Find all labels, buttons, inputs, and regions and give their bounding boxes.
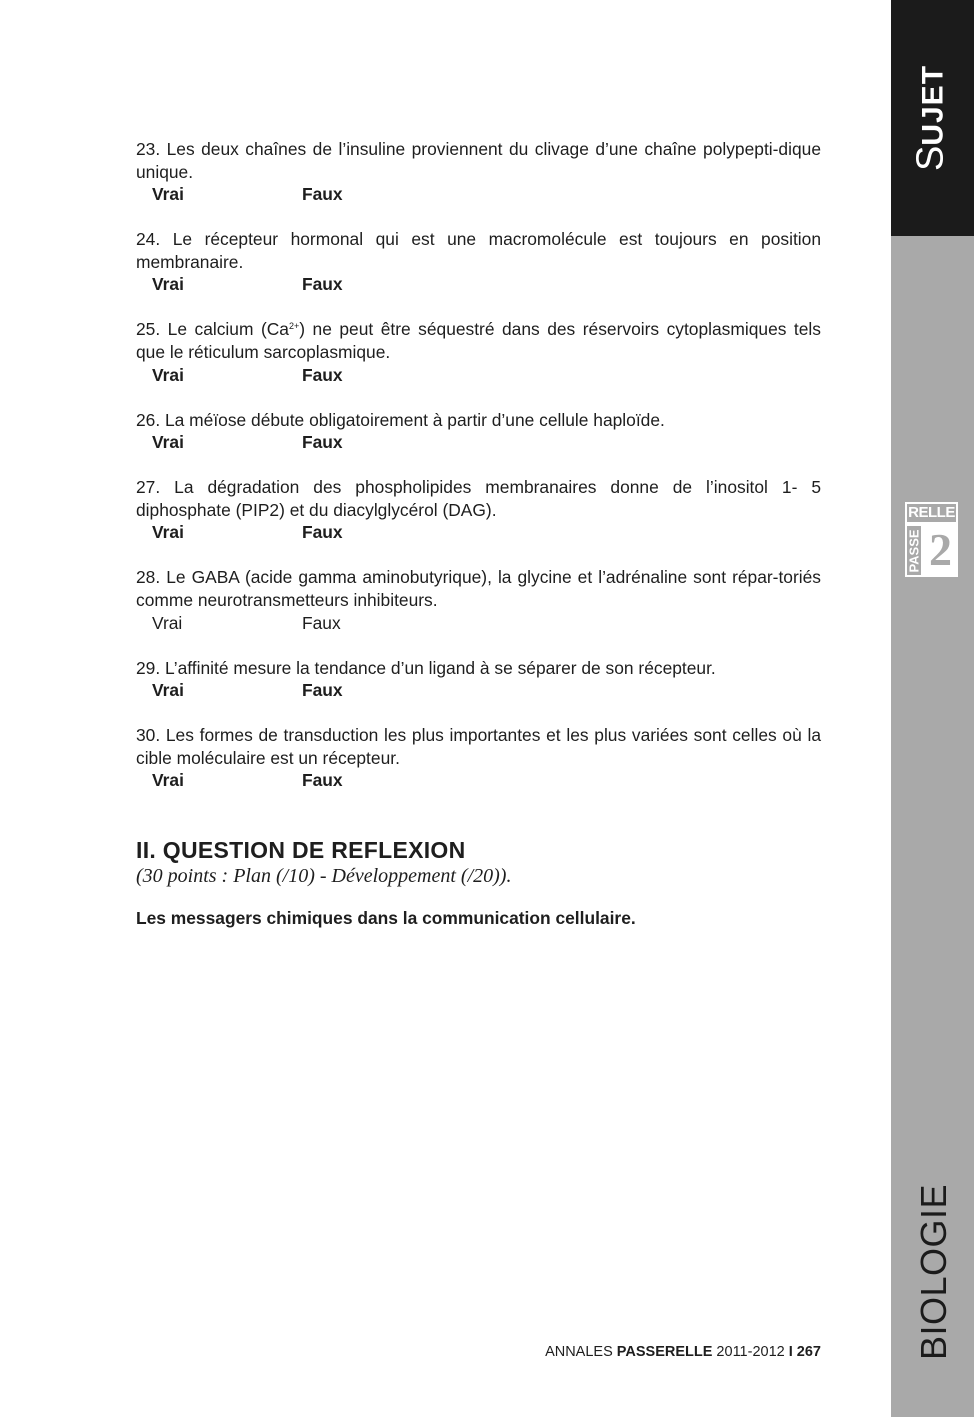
question-27 [136, 476, 821, 543]
answer-options [136, 612, 821, 634]
passerelle-logo [905, 502, 958, 577]
answer-false: Faux [302, 612, 341, 633]
question-list [136, 138, 821, 814]
logo-top-text: RELLE [905, 502, 958, 524]
question-23 [136, 138, 821, 205]
page-footer [545, 1343, 821, 1361]
question-28 [136, 566, 821, 633]
footer-prefix: ANNALES [545, 1344, 617, 1360]
question-29 [136, 657, 821, 702]
question-text: 27. La dégradation des phospholipides membranaires donne de l’inositol 1- 5 diphosphate (PIP2) et du diacylglycérol (DAG). [136, 477, 821, 520]
answer-false: Faux [302, 522, 343, 543]
rail-label-initial: S [909, 145, 952, 172]
superscript-charge: 2+ [288, 321, 300, 332]
question-text: 23. Les deux chaînes de l’insuline proviennent du clivage d’une chaîne polypepti-dique unique. [136, 139, 821, 182]
answer-options [136, 769, 821, 791]
rail-section-label [911, 65, 954, 171]
answer-options [136, 364, 821, 386]
answer-false: Faux [302, 432, 343, 453]
logo-number: 2 [923, 524, 958, 577]
question-26 [136, 409, 821, 454]
answer-options [136, 521, 821, 543]
subject-label: BIOLOGIE [913, 1183, 954, 1361]
reflection-section [136, 836, 826, 929]
answer-true: Vrai [152, 680, 184, 701]
answer-false: Faux [302, 364, 343, 385]
question-text-end: ) ne peut être séquestré dans des réservoirs cytoplasmiques tels que le réticulum sarcoplasmique. [136, 319, 821, 362]
answer-false: Faux [302, 680, 343, 701]
answer-true: Vrai [152, 612, 183, 633]
question-30 [136, 724, 821, 791]
question-24 [136, 228, 821, 295]
footer-years: 2011-2012 [712, 1344, 789, 1360]
question-text [136, 318, 821, 363]
logo-side-box [905, 524, 923, 577]
question-text: 24. Le récepteur hormonal qui est une macromolécule est toujours en position membranaire. [136, 229, 821, 272]
answer-true: Vrai [152, 522, 184, 543]
answer-options [136, 273, 821, 295]
logo-side-text: PASSE [906, 528, 922, 573]
answer-true: Vrai [152, 184, 184, 205]
section-title: II. QUESTION DE REFLEXION [136, 837, 466, 863]
footer-separator: I [788, 1344, 793, 1360]
answer-options [136, 183, 821, 205]
answer-true: Vrai [152, 364, 184, 385]
footer-brand: PASSERELLE [616, 1344, 713, 1360]
question-text: 26. La méïose débute obligatoirement à partir d’une cellule haploïde. [136, 409, 665, 430]
answer-options [136, 431, 821, 453]
question-text: 30. Les formes de transduction les plus importantes et les plus variées sont celles où la cible moléculaire est un récepteur. [136, 725, 821, 768]
answer-false: Faux [302, 184, 343, 205]
section-prompt: Les messagers chimiques dans la communication cellulaire. [136, 908, 636, 928]
section-points: (30 points : Plan (/10) - Développement (/20)). [136, 865, 512, 887]
answer-false: Faux [302, 274, 343, 295]
answer-true: Vrai [152, 432, 184, 453]
rail-label-rest: UJET [916, 64, 950, 146]
question-text: 29. L’affinité mesure la tendance d’un ligand à se séparer de son récepteur. [136, 657, 716, 678]
question-text: 28. Le GABA (acide gamma aminobutyrique), la glycine et l’adrénaline sont répar-toriés comme neurotransmetteurs inhibiteurs. [136, 567, 821, 610]
answer-false: Faux [302, 770, 343, 791]
answer-true: Vrai [152, 274, 184, 295]
page-number: 267 [792, 1344, 821, 1360]
answer-true: Vrai [152, 770, 184, 791]
answer-options [136, 679, 821, 701]
question-text-start: 25. Le calcium (Ca [136, 319, 289, 340]
question-25 [136, 318, 821, 385]
